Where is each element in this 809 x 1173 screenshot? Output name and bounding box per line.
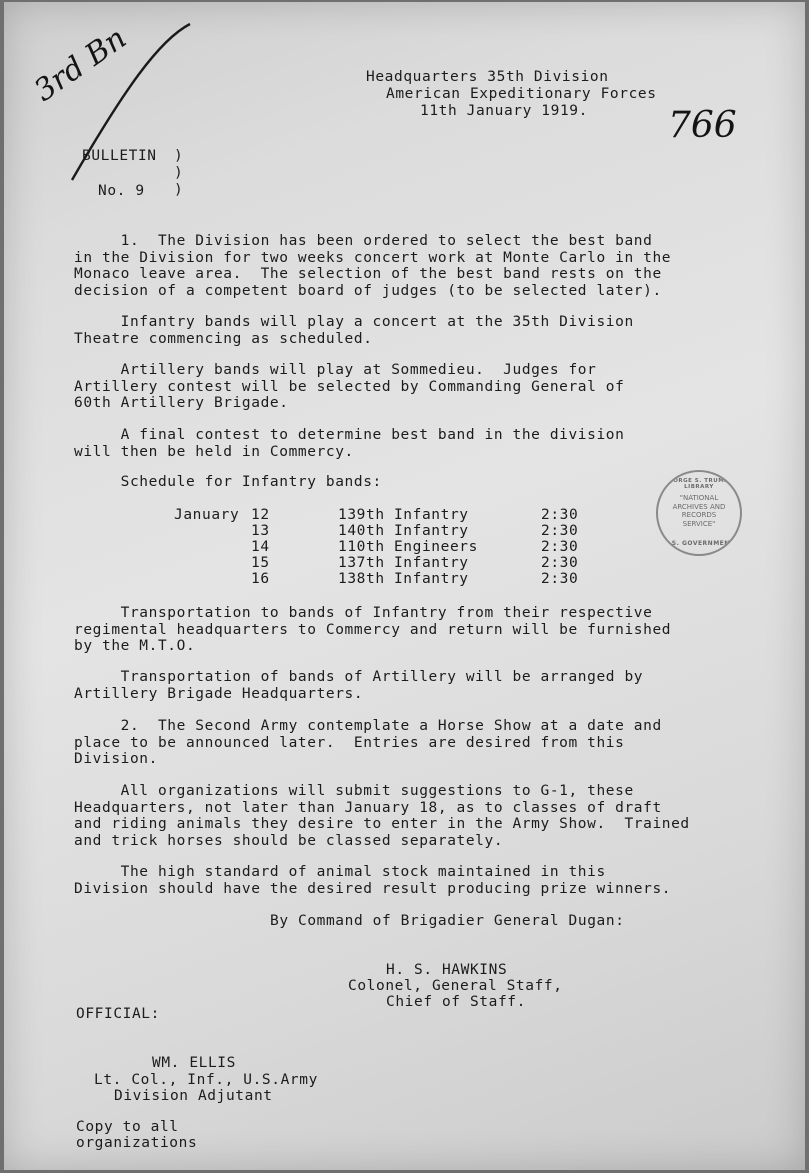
official-label: OFFICIAL: bbox=[76, 1006, 160, 1022]
paragraph-6: Transportation to bands of Infantry from their respective regimental headquarters to Commercy and return will be furnished by the M.T.O. bbox=[74, 605, 672, 654]
schedule-day: 14 bbox=[251, 539, 270, 555]
archive-stamp bbox=[656, 470, 742, 556]
bulletin-number: No. 9 bbox=[98, 183, 145, 199]
schedule-unit: 137th Infantry bbox=[338, 555, 469, 571]
schedule-day: 15 bbox=[251, 555, 270, 571]
schedule-day: 13 bbox=[251, 523, 270, 539]
signer-name: H. S. HAWKINS bbox=[386, 962, 508, 978]
paragraph-9: All organizations will submit suggestions to G-1, these Headquarters, not later than January 18, as to classes of draft and riding animals they desire to enter in the Army Show. Trained and trick horses should be classed separately. bbox=[74, 783, 690, 849]
schedule-unit: 110th Engineers bbox=[338, 539, 478, 555]
stamp-bottom-text: U.S. GOVERNMENT bbox=[663, 540, 735, 547]
schedule-time: 2:30 bbox=[541, 507, 579, 523]
handwritten-note: 3rd Bn bbox=[28, 20, 133, 109]
paragraph-1: 1. The Division has been ordered to select the best band in the Division for two weeks concert work at Monte Carlo in the Monaco leave area. The selection of the best band rests on the decision of a competent board of judges (to be selected later). bbox=[74, 233, 672, 299]
handwritten-number: 766 bbox=[668, 105, 737, 146]
paragraph-2: Infantry bands will play a concert at the 35th Division Theatre commencing as scheduled. bbox=[74, 314, 634, 347]
adjutant-rank: Lt. Col., Inf., U.S.Army bbox=[94, 1072, 318, 1088]
bulletin-brace-3: ) bbox=[174, 182, 184, 198]
paragraph-8: 2. The Second Army contemplate a Horse Show at a date and place to be announced later. Entries are desired from this Division. bbox=[74, 718, 662, 767]
schedule-day: 12 bbox=[251, 507, 270, 523]
header-date: 11th January 1919. bbox=[420, 103, 588, 119]
schedule-unit: 138th Infantry bbox=[338, 571, 469, 587]
schedule-day: 16 bbox=[251, 571, 270, 587]
header-line-2: American Expeditionary Forces bbox=[386, 86, 657, 102]
stamp-top-text: GEORGE S. TRUMAN LIBRARY bbox=[663, 478, 735, 490]
stamp-center-text: "NATIONAL ARCHIVES AND RECORDS SERVICE" bbox=[672, 494, 726, 528]
copy-to-line-2: organizations bbox=[76, 1135, 198, 1151]
document-page bbox=[4, 2, 805, 1170]
paragraph-4: A final contest to determine best band in the division will then be held in Commercy. bbox=[74, 427, 625, 460]
schedule-heading: Schedule for Infantry bands: bbox=[74, 474, 382, 490]
header-line-1: Headquarters 35th Division bbox=[366, 69, 609, 85]
by-command-line: By Command of Brigadier General Dugan: bbox=[270, 913, 625, 929]
signer-rank: Colonel, General Staff, bbox=[348, 978, 563, 994]
signer-title: Chief of Staff. bbox=[386, 994, 526, 1010]
copy-to-line-1: Copy to all bbox=[76, 1119, 179, 1135]
adjutant-name: WM. ELLIS bbox=[152, 1055, 236, 1071]
bulletin-brace-1: ) bbox=[174, 148, 184, 164]
schedule-time: 2:30 bbox=[541, 523, 579, 539]
schedule-time: 2:30 bbox=[541, 571, 579, 587]
schedule-time: 2:30 bbox=[541, 555, 579, 571]
paragraph-7: Transportation of bands of Artillery will be arranged by Artillery Brigade Headquarters. bbox=[74, 669, 644, 702]
paragraph-3: Artillery bands will play at Sommedieu. Judges for Artillery contest will be selected by Commanding General of 60th Artillery Brigade. bbox=[74, 362, 625, 411]
adjutant-title: Division Adjutant bbox=[114, 1088, 273, 1104]
paragraph-10: The high standard of animal stock maintained in this Division should have the desired result producing prize winners. bbox=[74, 864, 672, 897]
bulletin-label: BULLETIN bbox=[82, 148, 157, 164]
schedule-month: January bbox=[174, 507, 240, 523]
schedule-unit: 140th Infantry bbox=[338, 523, 469, 539]
schedule-unit: 139th Infantry bbox=[338, 507, 469, 523]
bulletin-brace-2: ) bbox=[174, 165, 184, 181]
schedule-time: 2:30 bbox=[541, 539, 579, 555]
